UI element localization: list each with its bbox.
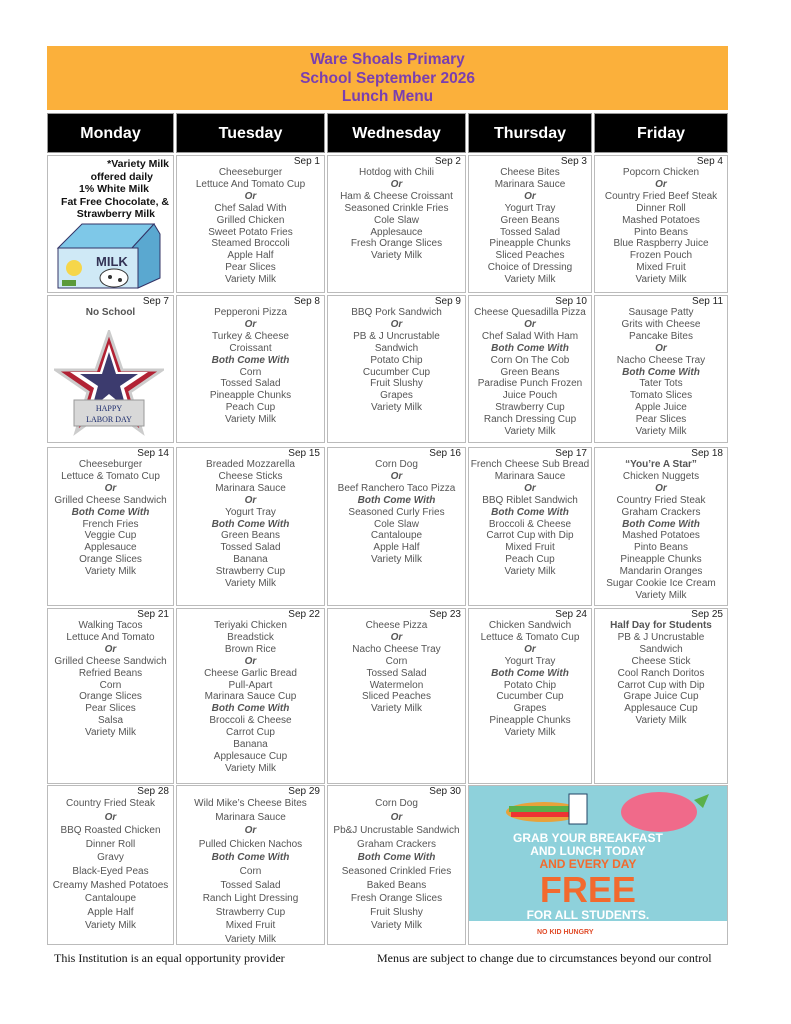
menu-item: Both Come With [211, 354, 290, 366]
day-cell [327, 295, 466, 443]
menu-item: Tossed Salad [220, 542, 281, 554]
menu-item: Frozen Pouch [629, 250, 693, 262]
menu-item: Teriyaki Chicken [214, 620, 287, 631]
menu-item: Or [244, 494, 257, 506]
date-label: Sep 25 [691, 609, 723, 620]
menu-item: Pepperoni Pizza [214, 307, 287, 318]
day-cell [176, 295, 325, 443]
menu-item: Marinara Sauce [494, 470, 566, 482]
day-header-row [47, 113, 728, 153]
day-cell [47, 447, 174, 606]
menu-item: Grapes [513, 703, 547, 715]
milk-note-cell [47, 155, 174, 293]
menu-item: Cantaloupe [84, 893, 137, 905]
day-cell [468, 447, 592, 606]
menu-item: Marinara Sauce [494, 178, 566, 190]
menu-item: Blue Raspberry Juice [613, 238, 709, 250]
milk-note-line: 1% White Milk [78, 183, 149, 195]
menu-item: Refried Beans [78, 667, 143, 679]
menu-item: Both Come With [622, 366, 700, 378]
menu-item: Or [524, 482, 536, 494]
milk-note [48, 156, 173, 221]
menu-item: Or [390, 631, 403, 643]
menu-item: Country Fried Beef Steak [604, 190, 718, 202]
day-cell [327, 608, 466, 784]
date-label: Sep 1 [293, 156, 320, 167]
menu-item: Pull-Apart [228, 679, 273, 691]
menu-item: Strawberry Cup [495, 402, 565, 414]
menu-item: Mixed Fruit [505, 542, 555, 554]
menu-item: Juice Pouch [502, 390, 558, 402]
menu-item: Pinto Beans [634, 542, 688, 554]
date-label: Sep 11 [692, 296, 723, 307]
menu-item: PB & J Uncrustable [617, 631, 705, 643]
menu-item: Pineapple Chunks [620, 554, 702, 566]
labor-day-text-1: HAPPY [95, 404, 123, 413]
menu-item: Fruit Slushy [370, 378, 423, 390]
menu-item: Or [524, 643, 536, 655]
date-label: Sep 8 [293, 296, 320, 307]
menu-item: Potato Chip [503, 679, 557, 691]
menu-item: Variety Milk [225, 933, 276, 945]
menu-item: Pear Slices [225, 262, 276, 274]
menu-item: Yogurt Tray [504, 655, 556, 667]
menu-item: Apple Half [87, 906, 134, 918]
footer-equal-opportunity: This Institution is an equal opportunity provider [54, 951, 285, 965]
menu-item: Or [390, 811, 403, 823]
date-label: Sep 2 [434, 156, 461, 167]
date-label: Sep 4 [696, 156, 723, 167]
day-header-tuesday: Tuesday [176, 113, 325, 153]
menu-item: Or [655, 342, 667, 354]
menu-item: Marinara Sauce [215, 482, 286, 494]
date-label: Sep 3 [560, 156, 587, 167]
menu-item: Marinara Sauce [215, 811, 286, 823]
date-label: Sep 15 [288, 448, 320, 459]
day-cell [176, 155, 325, 293]
menu-item: Both Come With [211, 703, 290, 715]
milk-carton-icon [54, 220, 164, 290]
menu-item: Seasoned Crinkle Fries [344, 202, 449, 214]
menu-item: Variety Milk [225, 274, 276, 286]
menu-item: Variety Milk [371, 250, 422, 262]
date-label: Sep 18 [691, 448, 723, 459]
promo-text [513, 832, 663, 922]
day-header-wednesday: Wednesday [327, 113, 466, 153]
menu-item: Choice of Dressing [487, 262, 573, 274]
menu-item: Or [524, 318, 536, 330]
menu-item: Mashed Potatoes [622, 530, 700, 542]
date-label: Sep 23 [429, 609, 461, 620]
menu-item: Cole Slaw [373, 214, 420, 226]
date-label: Sep 16 [429, 448, 461, 459]
title-line-1: Ware Shoals Primary [310, 51, 465, 68]
menu-item: Or [244, 190, 257, 202]
menu-item: Sandwich [639, 643, 683, 655]
menu-item: Cheese Bites [500, 167, 560, 178]
menu-item: Half Day for Students [610, 620, 712, 631]
menu-item: Mixed Fruit [225, 920, 276, 932]
date-label: Sep 24 [555, 609, 587, 620]
menu-item: Banana [233, 554, 268, 566]
svg-text:MILK: MILK [96, 254, 128, 269]
menu-item: Cucumber Cup [362, 366, 431, 378]
menu-item: Or [390, 318, 403, 330]
menu-item: Pinto Beans [634, 226, 688, 238]
menu-item: Creamy Mashed Potatoes [52, 879, 169, 891]
menu-item: Variety Milk [225, 762, 276, 774]
menu-item: Breaded Mozzarella [206, 459, 295, 470]
menu-item: Cantaloupe [370, 530, 423, 542]
menu-item: Nacho Cheese Tray [616, 354, 706, 366]
menu-item: Or [655, 178, 667, 190]
menu-item: Or [390, 470, 403, 482]
menu-item: Both Come With [622, 518, 700, 530]
menu-item: Gravy [97, 852, 124, 864]
menu-item: BBQ Riblet Sandwich [482, 494, 578, 506]
day-cell [468, 155, 592, 293]
menu-item: Cheese Stick [631, 655, 691, 667]
menu-item: Carrot Cup [226, 727, 275, 739]
menu-item: Cheese Quesadilla Pizza [474, 307, 586, 318]
menu-item: Tossed Salad [220, 378, 281, 390]
menu-item: Applesauce [84, 542, 137, 554]
menu-item: Applesauce Cup [624, 703, 698, 715]
menu-item: Beef Ranchero Taco Pizza [337, 482, 456, 494]
day-cell [468, 608, 592, 784]
date-label: Sep 21 [137, 609, 169, 620]
menu-item: Carrot Cup with Dip [617, 679, 705, 691]
menu-item: Walking Tacos [78, 620, 143, 631]
day-cell [47, 608, 174, 784]
date-label: Sep 7 [142, 296, 169, 307]
menu-item: Mixed Fruit [636, 262, 686, 274]
menu-item: Carrot Cup with Dip [486, 530, 574, 542]
menu-item: Apple Juice [635, 402, 687, 414]
date-label: Sep 28 [137, 786, 169, 797]
menu-item: Broccoli & Cheese [488, 518, 572, 530]
menu-item: Pear Slices [635, 414, 687, 426]
menu-item: Steamed Broccoli [211, 238, 290, 250]
date-label: Sep 17 [555, 448, 587, 459]
menu-item: Corn [99, 679, 122, 691]
labor-day-star-image [54, 330, 164, 440]
menu-item: Banana [233, 739, 268, 751]
menu-item: Fruit Slushy [370, 906, 423, 918]
menu-item: Pineapple Chunks [489, 238, 571, 250]
menu-item: Ranch Light Dressing [202, 893, 299, 905]
date-label: Sep 10 [555, 296, 587, 307]
menu-item: Grilled Cheese Sandwich [54, 494, 167, 506]
menu-item: Sausage Patty [628, 307, 694, 318]
menu-item: Sliced Peaches [362, 691, 431, 703]
menu-item: Or [244, 318, 257, 330]
labor-day-text-2: LABOR DAY [86, 415, 132, 424]
menu-item: Sugar Cookie Ice Cream [606, 578, 716, 590]
menu-item: Variety Milk [504, 566, 556, 578]
menu-item: Or [655, 482, 667, 494]
menu-item: Pulled Chicken Nachos [198, 838, 303, 850]
menu-item: Sliced Peaches [495, 250, 565, 262]
menu-item: Pear Slices [85, 703, 136, 715]
promo-free: FREE [539, 869, 636, 910]
menu-item: Graham Crackers [621, 506, 701, 518]
day-cell [327, 785, 466, 945]
menu-item: Cheese Garlic Bread [204, 667, 297, 679]
menu-item: Both Come With [491, 667, 569, 679]
day-header-thursday: Thursday [468, 113, 592, 153]
menu-item: Variety Milk [371, 402, 422, 414]
day-cell [468, 295, 592, 443]
menu-item: Chef Salad With [214, 202, 287, 214]
menu-item: Applesauce [370, 226, 423, 238]
menu-item: Grapes [380, 390, 413, 402]
day-cell [594, 295, 728, 443]
day-cell [176, 785, 325, 945]
menu-item: Variety Milk [371, 920, 422, 932]
menu-item: Chicken Nuggets [622, 470, 700, 482]
menu-item: Variety Milk [504, 727, 556, 739]
menu-item: Grilled Chicken [216, 214, 285, 226]
menu-item: Orange Slices [79, 691, 142, 703]
menu-item: Variety Milk [85, 920, 136, 932]
menu-item: Graham Crackers [357, 838, 436, 850]
menu-item: Corn Dog [375, 459, 418, 470]
date-label: Sep 30 [429, 786, 461, 797]
promo-line-4: FOR ALL STUDENTS. [526, 908, 650, 922]
menu-item: Cucumber Cup [496, 691, 564, 703]
menu-item: Ranch Dressing Cup [483, 414, 577, 426]
menu-item: Cheese Sticks [218, 470, 283, 482]
menu-item: Corn On The Cob [490, 354, 570, 366]
menu-item: Variety Milk [371, 554, 422, 566]
milk-note-line: Strawberry Milk [76, 208, 155, 220]
menu-item: Both Come With [357, 852, 436, 864]
menu-item: Sandwich [374, 342, 419, 354]
menu-item: Pancake Bites [629, 330, 693, 342]
day-cell [594, 155, 728, 293]
menu-item: Variety Milk [85, 727, 136, 739]
menu-item: Lettuce And Tomato [66, 631, 155, 643]
menu-item: Corn Dog [375, 798, 418, 809]
menu-item: Strawberry Cup [215, 906, 286, 918]
menu-item: Fresh Orange Slices [350, 238, 443, 250]
menu-item: Fresh Orange Slices [350, 893, 443, 905]
menu-item: Cool Ranch Doritos [617, 667, 705, 679]
menu-item: Variety Milk [225, 414, 276, 426]
menu-item: Variety Milk [635, 274, 687, 286]
menu-item: Green Beans [221, 530, 280, 542]
menu-item: Lettuce And Tomato Cup [195, 178, 306, 190]
menu-item: Variety Milk [635, 426, 687, 438]
menu-item: Mandarin Oranges [619, 566, 703, 578]
menu-item: Variety Milk [225, 578, 276, 590]
menu-item: Or [524, 190, 536, 202]
menu-item: Tater Tots [639, 378, 683, 390]
title-line-2: School September 2026 [300, 69, 475, 87]
menu-item: Breadstick [227, 631, 274, 643]
menu-item: Both Come With [491, 506, 569, 518]
day-header-monday: Monday [47, 113, 174, 153]
free-meals-promo [468, 785, 728, 945]
menu-item: Or [104, 643, 117, 655]
menu-item: Pineapple Chunks [489, 715, 571, 727]
menu-item: Grape Juice Cup [623, 691, 699, 703]
day-cell [176, 608, 325, 784]
menu-item: Salsa [97, 715, 123, 727]
menu-item: Cheeseburger [78, 459, 143, 470]
menu-item: Yogurt Tray [504, 202, 556, 214]
menu-item: Variety Milk [635, 715, 687, 727]
menu-item: Pineapple Chunks [209, 390, 292, 402]
day-cell [327, 155, 466, 293]
menu-item: Turkey & Cheese [212, 330, 289, 342]
menu-item: Black-Eyed Peas [72, 865, 149, 877]
footer-disclaimer: Menus are subject to change due to circumstances beyond our control [377, 951, 712, 965]
menu-item: Sweet Potato Fries [208, 226, 293, 238]
menu-item: Popcorn Chicken [622, 167, 700, 178]
menu-item: Lettuce & Tomato Cup [61, 470, 160, 482]
no-kid-hungry-logo: NO KID HUNGRY [537, 929, 594, 936]
menu-item: Country Fried Steak [616, 494, 706, 506]
menu-item: Brown Rice [224, 643, 277, 655]
menu-item: Variety Milk [504, 426, 556, 438]
menu-item: Cheese Pizza [365, 620, 428, 631]
menu-item: Croissant [229, 342, 272, 354]
menu-item: Dinner Roll [636, 202, 686, 214]
day-cell [176, 447, 325, 606]
menu-item: Pb&J Uncrustable Sandwich [333, 825, 460, 837]
menu-item: Ham & Cheese Croissant [340, 190, 453, 202]
menu-item: Broccoli & Cheese [209, 715, 292, 727]
title-line-3: Lunch Menu [341, 88, 434, 105]
menu-item: Both Come With [71, 506, 150, 518]
menu-item: Seasoned Curly Fries [348, 506, 445, 518]
menu-item: Paradise Punch Frozen [477, 378, 583, 390]
promo-line-2: AND LUNCH TODAY [530, 844, 646, 858]
milk-note-line: Fat Free Chocolate, & [61, 195, 169, 208]
menu-item: Apple Half [227, 250, 274, 262]
menu-item: Apple Half [373, 542, 420, 554]
day-cell [47, 785, 174, 945]
menu-item: Cole Slaw [373, 518, 420, 530]
menu-item: Or [104, 482, 117, 494]
menu-item: Baked Beans [366, 879, 427, 891]
menu-item: Both Come With [211, 518, 290, 530]
day-cell [594, 608, 728, 784]
menu-item: Orange Slices [79, 554, 142, 566]
menu-item: Wild Mike’s Cheese Bites [194, 798, 307, 809]
day-cell [594, 447, 728, 606]
day-header-friday: Friday [594, 113, 728, 153]
menu-item: Peach Cup [505, 554, 555, 566]
menu-item: No School [85, 307, 136, 318]
menu-item: Tossed Salad [220, 879, 281, 891]
menu-item: Both Come With [491, 342, 569, 354]
menu-item: Or [244, 825, 257, 837]
menu-item: “You’re A Star” [625, 459, 697, 470]
menu-item: Cheeseburger [218, 167, 283, 178]
menu-title-banner [47, 46, 728, 110]
menu-item: Seasoned Crinkled Fries [341, 865, 452, 877]
menu-item: Tossed Salad [499, 226, 561, 238]
menu-item: Green Beans [500, 214, 560, 226]
menu-item: Or [104, 811, 117, 823]
menu-item: Variety Milk [371, 703, 422, 715]
menu-item: French Cheese Sub Bread [470, 459, 590, 470]
menu-item: PB & J Uncrustable [353, 330, 440, 342]
menu-item: Green Beans [500, 366, 560, 378]
menu-item: Both Come With [211, 852, 290, 864]
menu-item: Chicken Sandwich [488, 620, 572, 631]
menu-item: Variety Milk [635, 589, 687, 601]
promo-line-1: GRAB YOUR BREAKFAST [513, 831, 663, 845]
menu-item: Potato Chip [370, 354, 423, 366]
menu-item: BBQ Pork Sandwich [351, 307, 442, 318]
milk-note-line: offered daily [90, 170, 153, 183]
menu-item: Hotdog with Chili [358, 167, 435, 178]
menu-item: Watermelon [369, 679, 424, 691]
day-cell [327, 447, 466, 606]
menu-item: Grits with Cheese [621, 318, 701, 330]
menu-item: Country Fried Steak [66, 798, 155, 809]
menu-item: Yogurt Tray [225, 506, 276, 518]
menu-item: Veggie Cup [84, 530, 137, 542]
menu-item: Grilled Cheese Sandwich [54, 655, 167, 667]
menu-item: Variety Milk [504, 274, 556, 286]
date-label: Sep 29 [288, 786, 320, 797]
menu-item: BBQ Roasted Chicken [60, 825, 161, 837]
promo-food-illustration [469, 786, 727, 834]
menu-item: Dinner Roll [85, 838, 136, 850]
menu-item: Tomato Slices [629, 390, 693, 402]
menu-item: Applesauce Cup [213, 750, 288, 762]
menu-item: Nacho Cheese Tray [352, 643, 441, 655]
menu-item: Peach Cup [225, 402, 276, 414]
menu-item: Corn [239, 865, 262, 877]
menu-item: Lettuce & Tomato Cup [480, 631, 580, 643]
menu-item: Variety Milk [85, 566, 136, 578]
menu-item: Or [390, 178, 403, 190]
menu-item: Corn [385, 655, 408, 667]
menu-item: Corn [239, 366, 262, 378]
menu-item: Tossed Salad [366, 667, 427, 679]
date-label: Sep 22 [288, 609, 320, 620]
menu-item: Marinara Sauce Cup [204, 691, 297, 703]
menu-item: Mashed Potatoes [622, 214, 700, 226]
milk-note-line: *Variety Milk [107, 158, 169, 170]
menu-item: Chef Salad With Ham [481, 330, 579, 342]
date-label: Sep 9 [434, 296, 461, 307]
menu-item: Or [244, 655, 257, 667]
menu-item: Both Come With [357, 494, 436, 506]
promo-line-3: AND EVERY DAY [539, 857, 637, 871]
date-label: Sep 14 [137, 448, 169, 459]
menu-item: Strawberry Cup [215, 566, 286, 578]
menu-item: French Fries [82, 518, 139, 530]
